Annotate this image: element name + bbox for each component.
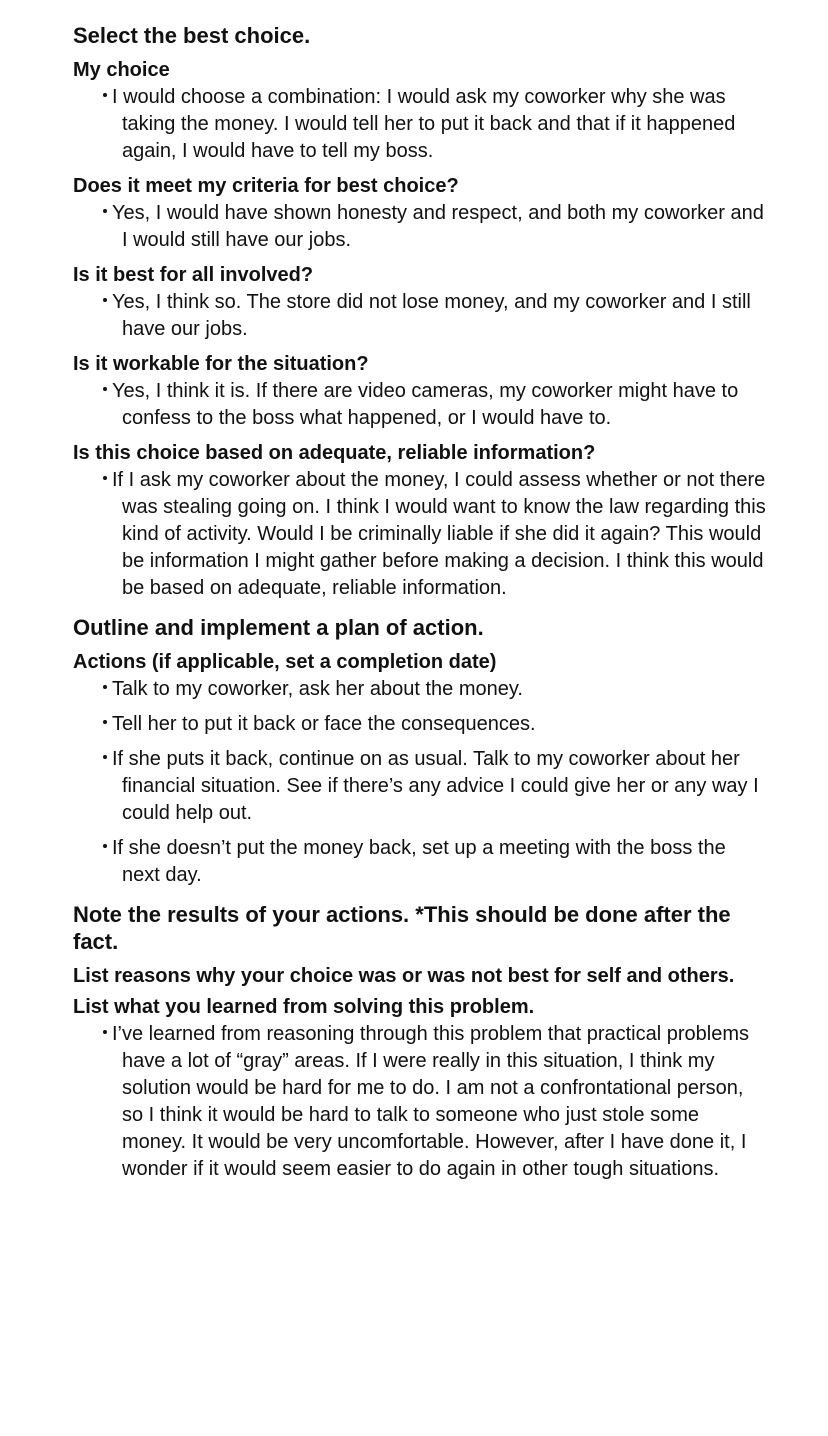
list-reliable-info xyxy=(73,467,768,602)
section-heading-plan: Outline and implement a plan of action. xyxy=(73,615,484,640)
list-best-for-all xyxy=(73,289,768,343)
bullet-icon xyxy=(103,844,107,848)
list-item: If she doesn’t put the money back, set up a meeting with the boss the next day. xyxy=(73,835,768,889)
bullet-icon xyxy=(103,93,107,97)
list-criteria xyxy=(73,200,768,254)
list-workable xyxy=(73,378,768,432)
list-learned xyxy=(73,1021,768,1183)
list-item: Yes, I think so. The store did not lose money, and my coworker and I still have our jobs. xyxy=(73,289,768,343)
bullet-icon xyxy=(103,387,107,391)
list-actions xyxy=(73,676,768,889)
bullet-icon xyxy=(103,755,107,759)
list-item: Tell her to put it back or face the consequences. xyxy=(73,711,768,738)
list-item: Talk to my coworker, ask her about the money. xyxy=(73,676,768,703)
bullet-icon xyxy=(103,298,107,302)
bullet-icon xyxy=(103,209,107,213)
list-item: If I ask my coworker about the money, I could assess whether or not there was stealing going on. I think I would want to know the law regarding this kind of activity. Would I be criminally liable if she did it again? This would be information I might gather before making a decision. I think this would be based on adequate, reliable information. xyxy=(73,467,768,602)
list-my-choice xyxy=(73,84,768,165)
list-item: Yes, I would have shown honesty and respect, and both my coworker and I would still have our jobs. xyxy=(73,200,768,254)
label-criteria: Does it meet my criteria for best choice? xyxy=(73,175,459,197)
label-learned: List what you learned from solving this problem. xyxy=(73,996,535,1018)
label-my-choice: My choice xyxy=(73,59,170,81)
list-item: I’ve learned from reasoning through this problem that practical problems have a lot of “gray” areas. If I were really in this situation, I think my solution would be hard for me to do. I am not a confrontational person, so I think it would be hard to talk to someone who just stole some money. It would be very uncomfortable. However, after I have done it, I wonder if it would seem easier to do again in other tough situations. xyxy=(73,1021,768,1183)
bullet-icon xyxy=(103,476,107,480)
bullet-icon xyxy=(103,685,107,689)
label-reasons: List reasons why your choice was or was not best for self and others. xyxy=(73,965,735,987)
label-best-for-all: Is it best for all involved? xyxy=(73,264,314,286)
section-heading-results: Note the results of your actions. *This should be done after the fact. xyxy=(73,902,731,954)
bullet-icon xyxy=(103,720,107,724)
section-heading-select: Select the best choice. xyxy=(73,23,311,48)
label-workable: Is it workable for the situation? xyxy=(73,353,369,375)
list-item: I would choose a combination: I would ask my coworker why she was taking the money. I would tell her to put it back and that if it happened again, I would have to tell my boss. xyxy=(73,84,768,165)
label-reliable-info: Is this choice based on adequate, reliable information? xyxy=(73,442,596,464)
list-item: Yes, I think it is. If there are video cameras, my coworker might have to confess to the boss what happened, or I would have to. xyxy=(73,378,768,432)
bullet-icon xyxy=(103,1030,107,1034)
label-actions: Actions (if applicable, set a completion date) xyxy=(73,651,497,673)
list-item: If she puts it back, continue on as usual. Talk to my coworker about her financial situation. See if there’s any advice I could give her or any way I could help out. xyxy=(73,746,768,827)
